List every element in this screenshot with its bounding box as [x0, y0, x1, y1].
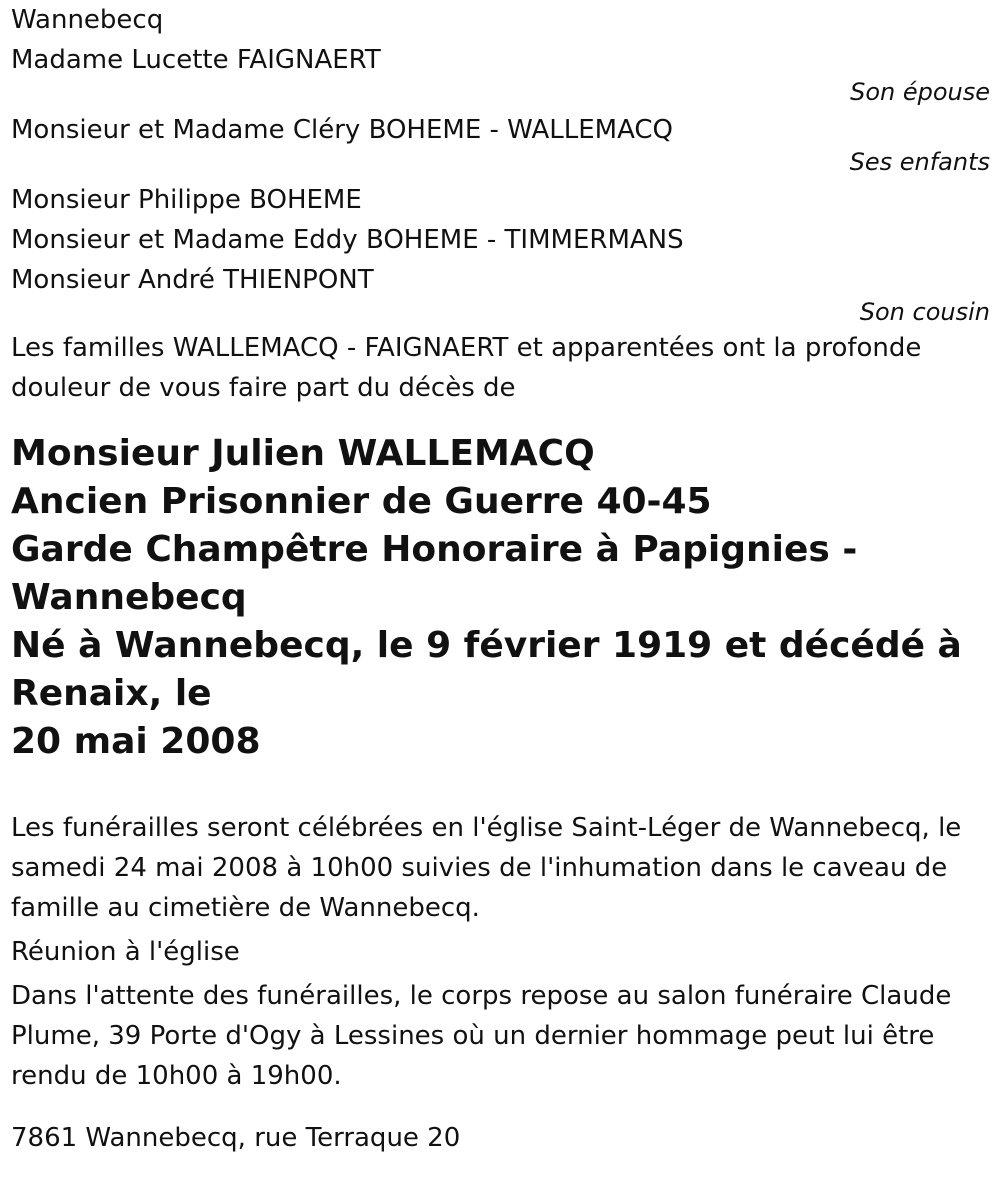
- deceased-death-date: 20 mai 2008: [11, 721, 261, 762]
- relative-name: Monsieur André THIENPONT: [11, 265, 374, 295]
- role-label-spouse: Son épouse: [850, 78, 990, 106]
- deceased-block: [11, 430, 990, 766]
- relative-name: Monsieur Philippe BOHEME: [11, 185, 362, 215]
- announcement-text: Les familles WALLEMACQ - FAIGNAERT et apparentées ont la profonde douleur de vous faire part du décès de: [11, 333, 922, 403]
- relative-name: Monsieur et Madame Eddy BOHEME - TIMMERMANS: [11, 225, 684, 255]
- village-heading: Wannebecq: [11, 5, 164, 35]
- deceased-birth-death: Né à Wannebecq, le 9 février 1919 et décédé à Renaix, le: [11, 625, 962, 714]
- viewing-text: Dans l'attente des funérailles, le corps repose au salon funéraire Claude Plume, 39 Porte d'Ogy à Lessines où un dernier hommage peut lui être rendu de 10h00 à 19h00.: [11, 981, 952, 1091]
- role-label-cousin: Son cousin: [859, 298, 990, 326]
- deceased-title: Garde Champêtre Honoraire à Papignies - Wannebecq: [11, 529, 858, 618]
- address-text: 7861 Wannebecq, rue Terraque 20: [11, 1123, 461, 1153]
- deceased-name: Monsieur Julien WALLEMACQ: [11, 433, 595, 474]
- meeting-text: Réunion à l'église: [11, 937, 240, 967]
- deceased-title: Ancien Prisonnier de Guerre 40-45: [11, 481, 712, 522]
- role-label-children: Ses enfants: [849, 148, 990, 176]
- children-name: Monsieur et Madame Cléry BOHEME - WALLEMACQ: [11, 115, 674, 145]
- spouse-name: Madame Lucette FAIGNAERT: [11, 45, 381, 75]
- funeral-ceremony-text: Les funérailles seront célébrées en l'église Saint-Léger de Wannebecq, le samedi 24 mai 2008 à 10h00 suivies de l'inhumation dans le caveau de famille au cimetière de Wannebecq.: [11, 813, 962, 923]
